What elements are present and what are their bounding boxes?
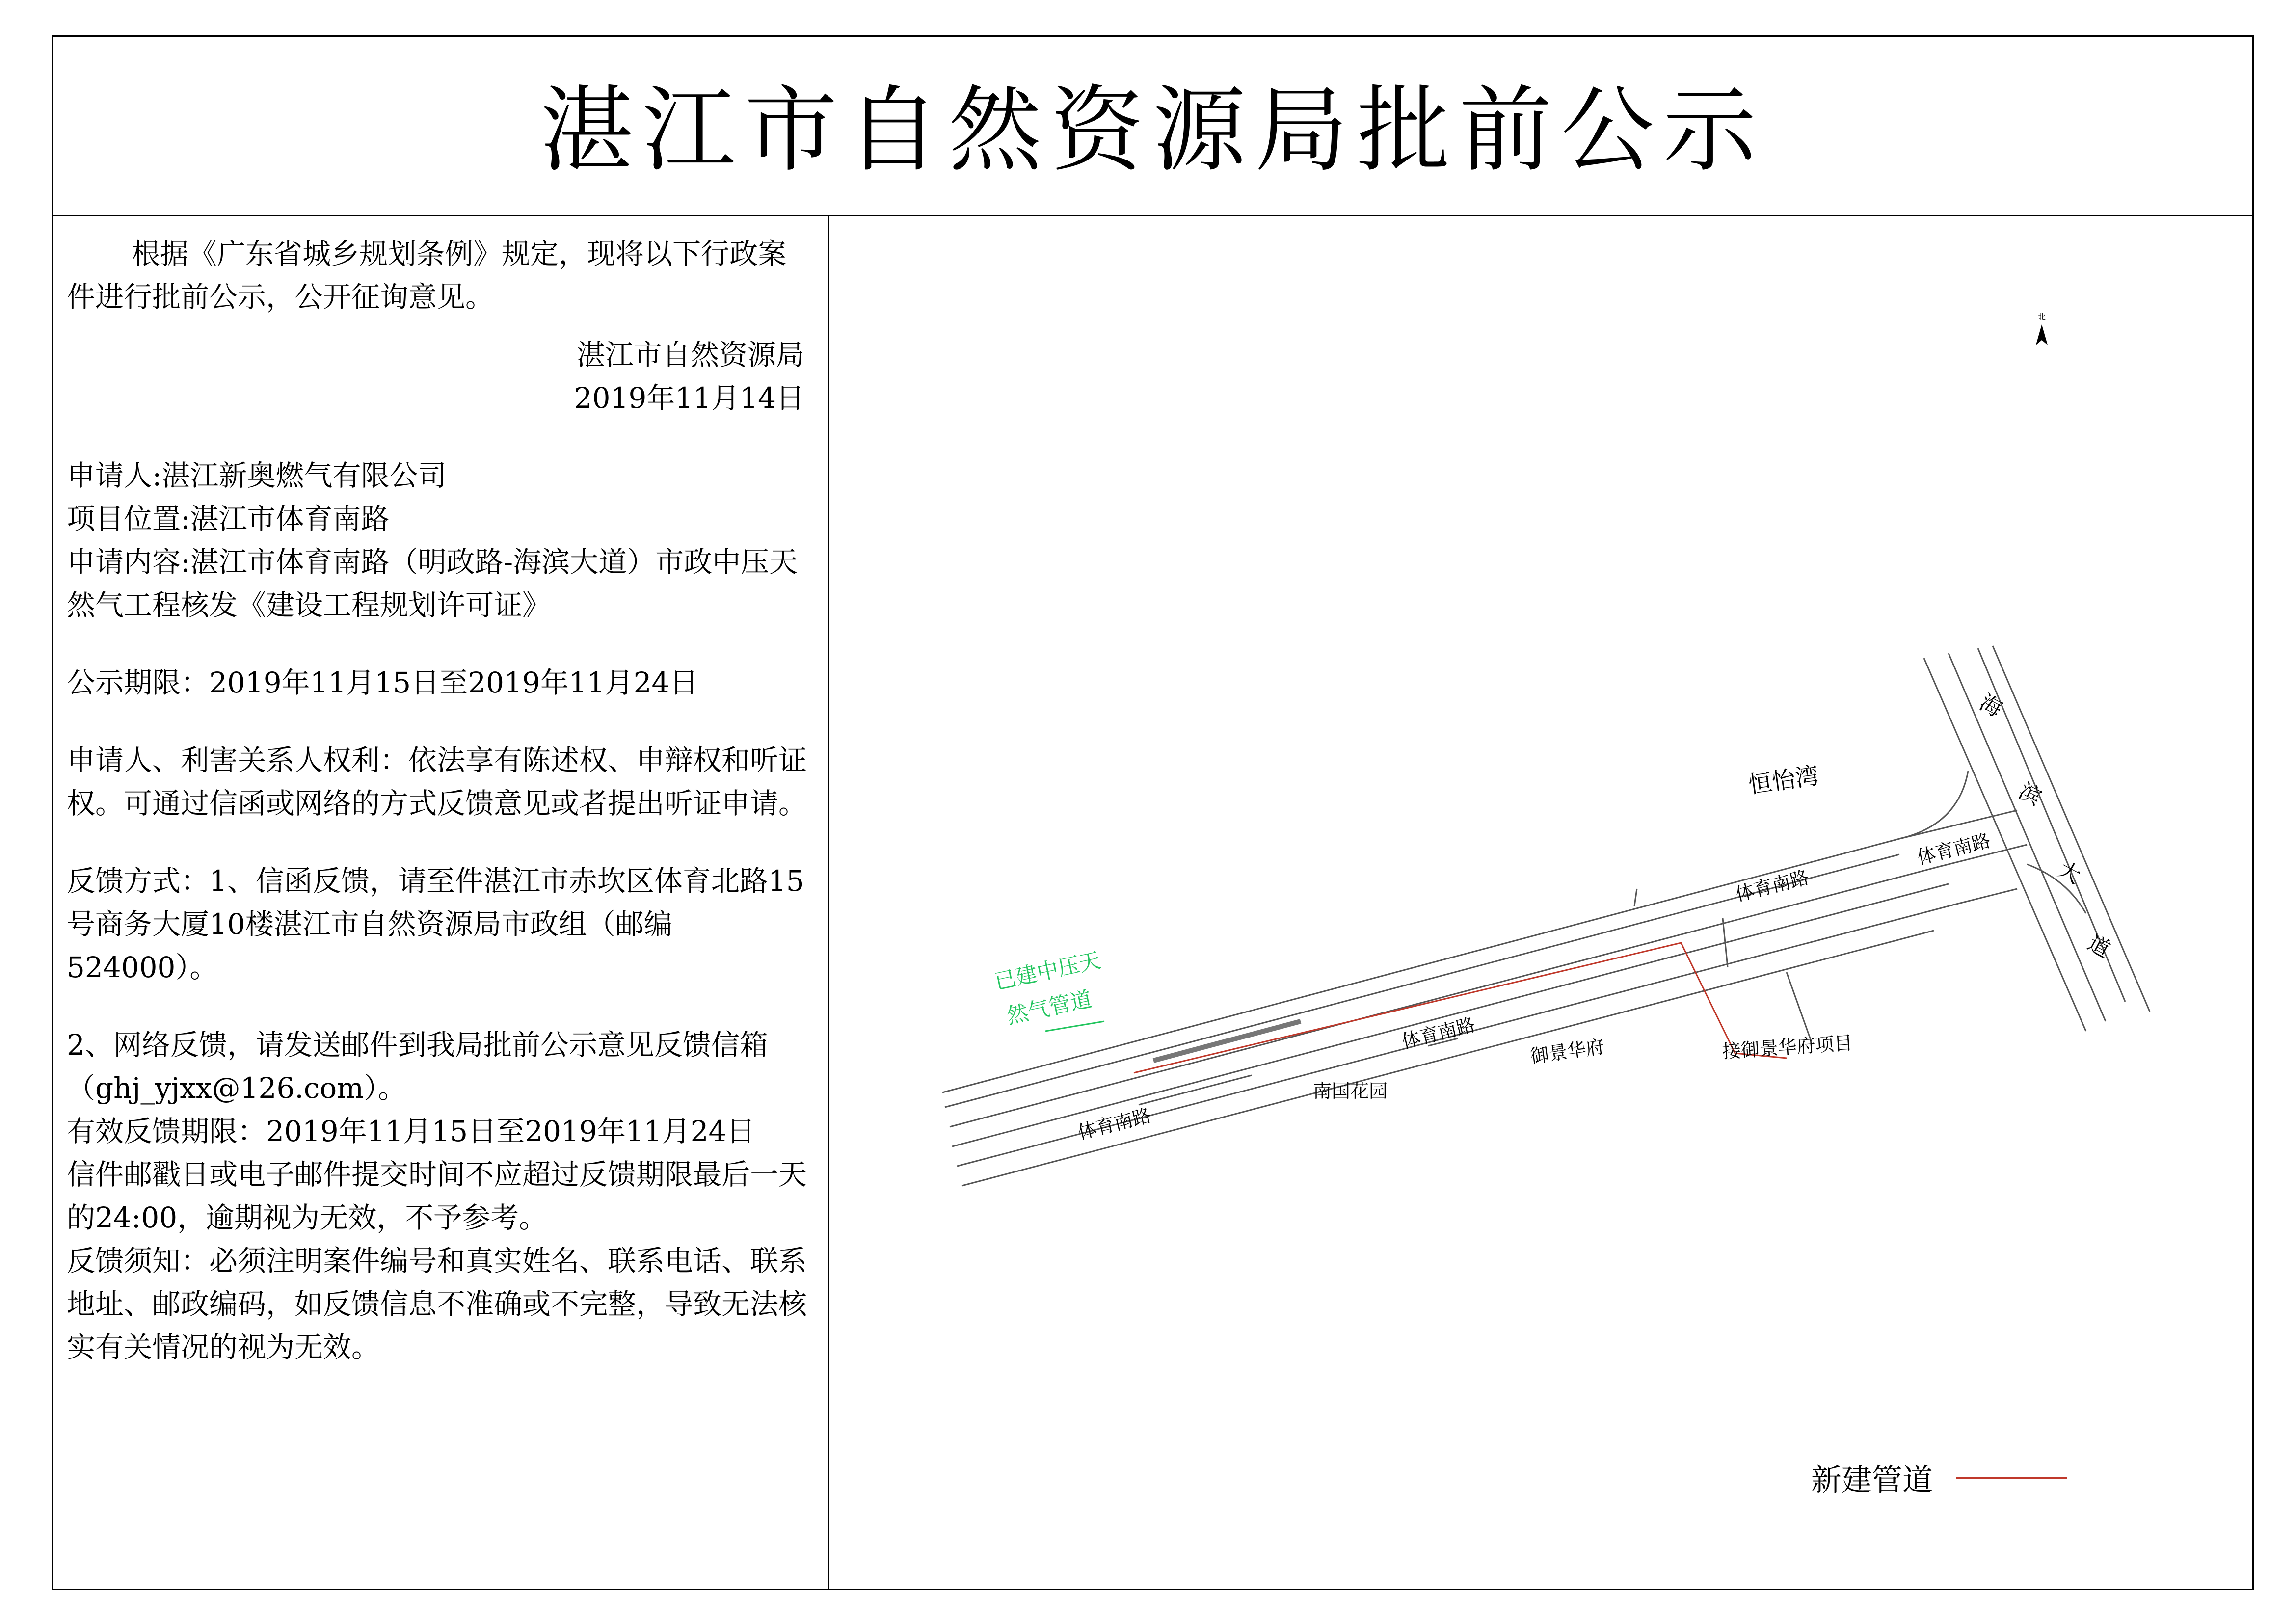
notice-feedback-mail: 反馈方式：1、信函反馈，请至件湛江市赤坎区体育北路15号商务大厦10楼湛江市自然资源局市政组（邮编524000）。 bbox=[67, 864, 804, 984]
haibin-label-4: 道 bbox=[2083, 930, 2114, 963]
site-map bbox=[829, 216, 2252, 1589]
notice-location: 项目位置:湛江市体育南路 bbox=[67, 502, 390, 535]
road-lines bbox=[942, 646, 2150, 1186]
legend-line-swatch bbox=[1956, 1477, 2067, 1479]
notice-content: 申请内容:湛江市体育南路（明政路-海滨大道）市政中压天然气工程核发《建设工程规划许可证》 bbox=[67, 545, 798, 622]
notice-issuer: 湛江市自然资源局 bbox=[576, 338, 804, 372]
notice-period: 公示期限：2019年11月15日至2019年11月24日 bbox=[67, 666, 698, 699]
existing-pipe-label-1: 已建中压天 bbox=[992, 948, 1103, 995]
haibin-label-3: 大 bbox=[2054, 856, 2085, 889]
notice-intro: 根据《广东省城乡规划条例》规定，现将以下行政案件进行批前公示，公开征询意见。 bbox=[67, 237, 787, 314]
notice-text-column bbox=[53, 216, 829, 1589]
connect-project-label: 接御景华府项目 bbox=[1721, 1032, 1853, 1063]
notice-deadline-note: 信件邮戳日或电子邮件提交时间不应超过反馈期限最后一天的24:00，逾期视为无效，不予参考。 bbox=[67, 1158, 807, 1234]
notice-applicant: 申请人:湛江新奥燃气有限公司 bbox=[67, 459, 447, 492]
map-legend bbox=[1811, 1456, 2067, 1499]
notice-rights: 申请人、利害关系人权利：依法享有陈述权、申辩权和听证权。可通过信函或网络的方式反馈意见或者提出听证申请。 bbox=[67, 744, 807, 820]
page-title: 湛江市自然资源局批前公示 bbox=[540, 76, 1765, 185]
legend-label: 新建管道 bbox=[1811, 1462, 1933, 1498]
road-label-west: 体育南路 bbox=[1075, 1104, 1153, 1144]
road-label-east-lower: 体育南路 bbox=[1733, 866, 1811, 905]
title-row bbox=[53, 37, 2252, 216]
hengyiwan-label: 恒怡湾 bbox=[1746, 762, 1821, 799]
site-map-drawing bbox=[829, 216, 2252, 1589]
existing-pipe-pointer bbox=[1045, 1021, 1104, 1031]
existing-pipe-label-2: 然气管道 bbox=[1004, 986, 1095, 1029]
notice-frame bbox=[52, 35, 2254, 1590]
north-arrow-icon bbox=[2036, 312, 2048, 345]
road-label-mid: 体育南路 bbox=[1399, 1013, 1477, 1053]
notice-date: 2019年11月14日 bbox=[574, 381, 804, 415]
nanguohuayuan-label: 南国花园 bbox=[1313, 1080, 1388, 1102]
notice-requirements: 反馈须知：必须注明案件编号和真实姓名、联系电话、联系地址、邮政编码，如反馈信息不准确或不完整，导致无法核实有关情况的视为无效。 bbox=[67, 1244, 807, 1364]
north-label: 北 bbox=[2037, 312, 2046, 321]
yujinghuafu-label: 御景华府 bbox=[1529, 1036, 1606, 1067]
haibin-label-1: 海 bbox=[1975, 690, 2006, 722]
haibin-label-2: 滨 bbox=[2014, 778, 2046, 811]
notice-feedback-web: 2、网络反馈，请发送邮件到我局批前公示意见反馈信箱（ghj_yjxx@126.com）。 bbox=[67, 1028, 768, 1105]
road-label-east-upper: 体育南路 bbox=[1915, 829, 1993, 869]
notice-valid-period: 有效反馈期限：2019年11月15日至2019年11月24日 bbox=[67, 1115, 755, 1148]
